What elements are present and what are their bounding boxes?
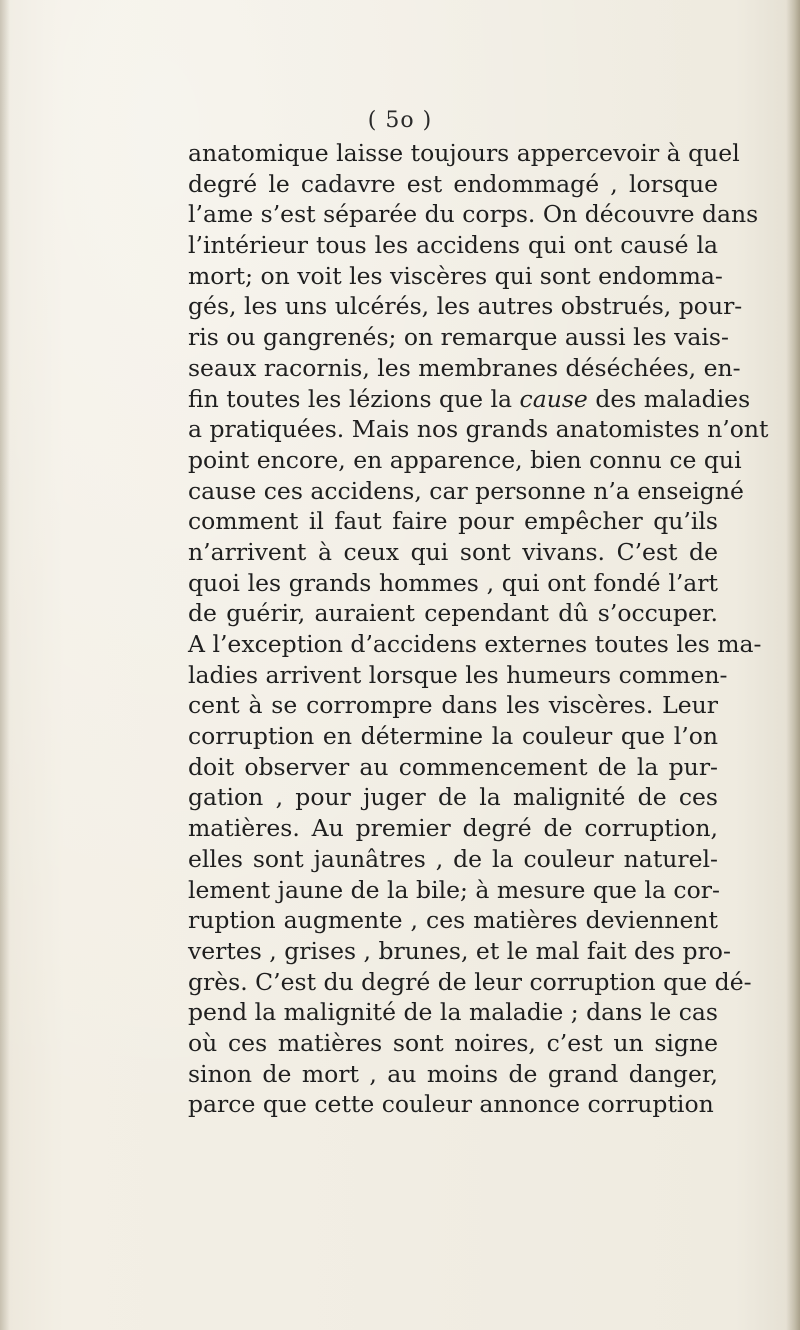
text-line: degré le cadavre est endommagé , lorsque <box>188 169 718 198</box>
page-number: ( 5o ) <box>367 108 433 133</box>
text-line: ris ou gangrenés; on remarque aussi les vais- <box>188 323 729 352</box>
text-line: point encore, en apparence, bien connu ce qui <box>188 445 742 474</box>
text-line: gés, les uns ulcérés, les autres obstrués, pour- <box>188 292 743 321</box>
text-line: elles sont jaunâtres , de la couleur naturel- <box>188 844 718 873</box>
text-line: comment il faut faire pour empêcher qu’ils <box>188 507 718 536</box>
text-line: anatomique laisse toujours appercevoir à quel <box>188 139 740 167</box>
text-line: doit observer au commencement de la pur- <box>188 752 718 781</box>
text-line: matières. Au premier degré de corruption, <box>188 814 718 843</box>
page-left-shadow <box>0 0 10 1330</box>
text-segment: des maladies <box>595 384 751 413</box>
text-line: pend la malignité de la maladie ; dans le cas <box>188 998 718 1027</box>
text-line: sinon de mort , au moins de grand danger, <box>188 1059 718 1088</box>
text-line: ruption augmente , ces matières deviennent <box>188 906 718 935</box>
italic-word: cause <box>519 384 588 413</box>
text-line: cent à se corrompre dans les viscères. Leur <box>188 691 718 720</box>
text-line: mort; on voit les viscères qui sont endomma- <box>188 261 723 290</box>
text-line: où ces matières sont noires, c’est un signe <box>188 1028 718 1057</box>
text-line: A l’exception d’accidens externes toutes les ma- <box>188 630 762 658</box>
text-line: parce que cette couleur annonce corruption <box>188 1090 714 1119</box>
text-segment: fin toutes les lézions que la <box>188 384 513 413</box>
text-line: grès. C’est du degré de leur corruption que dé- <box>188 967 752 996</box>
text-line: l’ame s’est séparée du corps. On découvre dans <box>188 200 759 229</box>
page-right-edge <box>786 0 800 1330</box>
body-text <box>188 138 769 1120</box>
text-line: quoi les grands hommes , qui ont fondé l’art <box>188 568 718 597</box>
text-line: gation , pour juger de la malignité de ces <box>188 783 718 812</box>
text-line: corruption en détermine la couleur que l’on <box>188 722 718 751</box>
text-line: lement jaune de la bile; à mesure que la cor- <box>188 875 720 904</box>
text-line: de guérir, auraient cependant dû s’occuper. <box>188 599 718 628</box>
text-line: seaux racornis, les membranes déséchées, en- <box>188 353 741 382</box>
text-line: l’intérieur tous les accidens qui ont causé la <box>188 231 718 260</box>
text-line: n’arrivent à ceux qui sont vivans. C’est de <box>188 537 718 566</box>
text-line: ladies arrivent lorsque les humeurs commen- <box>188 660 728 689</box>
text-line: cause ces accidens, car personne n’a enseigné <box>188 476 744 505</box>
text-line-with-italic <box>188 384 751 415</box>
text-line: a pratiquées. Mais nos grands anatomistes n’ont <box>188 415 769 444</box>
text-line: vertes , grises , brunes, et le mal fait des pro- <box>188 936 731 965</box>
